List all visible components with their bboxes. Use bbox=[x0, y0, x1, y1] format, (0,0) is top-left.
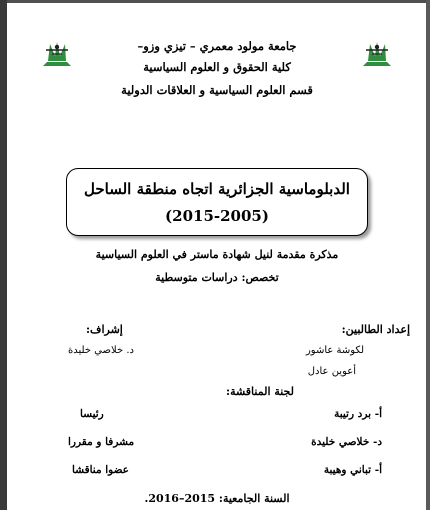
thesis-title: الدبلوماسية الجزائرية اتجاه منطقة الساحل bbox=[84, 180, 350, 198]
committee-member-name: أ- برد رتيبة bbox=[334, 408, 382, 420]
committee-member-role: رئيسا bbox=[80, 408, 104, 420]
department-name: قسم العلوم السياسية و العلاقات الدولية bbox=[121, 83, 313, 97]
thesis-years: (2015-2005) bbox=[165, 207, 269, 225]
specialty: تخصص: دراسات متوسطية bbox=[155, 271, 279, 284]
committee-label: لجنة المناقشة: bbox=[226, 385, 294, 398]
committee-member-role: مشرفا و مقررا bbox=[68, 436, 135, 448]
supervision-label: إشراف: bbox=[86, 323, 123, 336]
supervisor-name: د. خلاصي خليدة bbox=[68, 345, 134, 356]
viewer-left-border bbox=[0, 0, 7, 510]
thesis-description: مذكرة مقدمة لنيل شهادة ماستر في العلوم السياسية bbox=[95, 248, 339, 261]
committee-member-name: أ- تباني وهيبة bbox=[323, 464, 382, 476]
viewer-right-border bbox=[426, 0, 430, 510]
academic-year: السنة الجامعية: 2015–2016. bbox=[144, 492, 290, 505]
student-name: أعوين عادل bbox=[307, 366, 356, 377]
faculty-name: كلية الحقوق و العلوم السياسية bbox=[143, 60, 291, 74]
committee-member-name: د- خلاصي خليدة bbox=[311, 436, 382, 448]
title-box bbox=[66, 168, 368, 236]
document-page bbox=[8, 3, 426, 510]
students-label: إعداد الطالبين: bbox=[341, 323, 410, 336]
university-name: جامعة مولود معمري – تيزي وزو– bbox=[137, 39, 297, 53]
student-name: لكوشة عاشور bbox=[305, 345, 364, 356]
committee-member-role: عضوا مناقشا bbox=[72, 464, 129, 476]
